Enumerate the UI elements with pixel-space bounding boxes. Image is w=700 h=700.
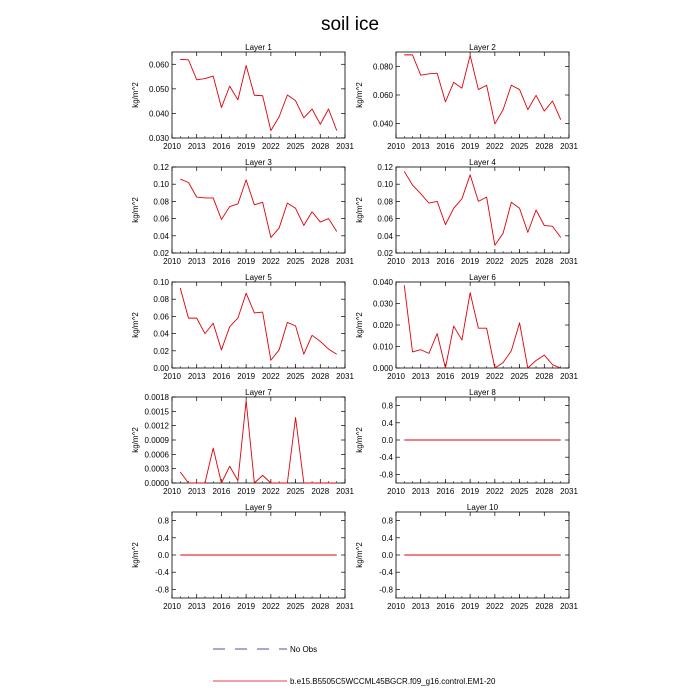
y-tick-label: 0.4	[381, 533, 393, 543]
y-tick-label: 0.0009	[144, 436, 169, 445]
y-tick-label: 0.0	[157, 551, 169, 560]
panel-layer-9	[131, 503, 354, 611]
y-tick-label: 0.04	[377, 231, 393, 241]
x-tick-label: 2019	[461, 142, 480, 151]
panel-layer-8	[355, 388, 578, 496]
x-tick-label: 2022	[485, 142, 504, 151]
x-tick-label: 2016	[212, 257, 231, 266]
y-tick-label: -0.8	[379, 470, 393, 480]
x-tick-label: 2013	[187, 372, 206, 381]
x-tick-label: 2013	[187, 257, 206, 266]
x-tick-label: 2028	[311, 602, 330, 611]
x-tick-label: 2019	[461, 487, 480, 496]
x-tick-label: 2010	[163, 372, 181, 381]
x-tick-label: 2025	[286, 602, 305, 611]
x-tick-label: 2031	[560, 602, 578, 611]
x-tick-label: 2013	[411, 257, 430, 266]
panel-title: Layer 9	[245, 503, 272, 512]
panel-title: Layer 10	[466, 503, 499, 512]
y-tick-label: 0.12	[153, 163, 169, 172]
x-tick-label: 2031	[560, 257, 578, 266]
panel-frame	[172, 397, 345, 483]
series-line-layer-7	[180, 401, 337, 483]
panel-frame	[172, 282, 345, 368]
y-axis-label: kg/m^2	[131, 312, 140, 338]
x-tick-label: 2019	[237, 142, 256, 151]
y-tick-label: 0.080	[372, 62, 393, 72]
panel-frame	[396, 167, 569, 253]
y-tick-label: 0.02	[377, 249, 393, 258]
y-tick-label: -0.4	[379, 453, 393, 463]
y-tick-label: -0.8	[379, 585, 393, 595]
x-tick-label: 2013	[187, 487, 206, 496]
x-tick-label: 2013	[187, 602, 206, 611]
x-tick-label: 2019	[237, 372, 256, 381]
y-tick-label: 0.06	[377, 214, 393, 224]
y-tick-label: 0.4	[381, 418, 393, 428]
x-tick-label: 2022	[261, 602, 280, 611]
x-tick-label: 2025	[510, 257, 529, 266]
y-tick-label: 0.8	[381, 401, 393, 411]
panel-title: Layer 8	[469, 388, 496, 397]
x-tick-label: 2013	[187, 142, 206, 151]
x-tick-label: 2022	[485, 602, 504, 611]
y-tick-label: 0.0000	[144, 479, 169, 488]
x-tick-label: 2016	[436, 372, 455, 381]
y-tick-label: 0.030	[148, 134, 169, 143]
y-tick-label: 0.06	[153, 214, 169, 224]
x-tick-label: 2019	[237, 602, 256, 611]
x-tick-label: 2016	[212, 142, 231, 151]
y-tick-label: 0.010	[372, 342, 393, 352]
y-tick-label: 0.060	[372, 91, 393, 100]
y-tick-label: 0.10	[377, 180, 393, 190]
panel-frame	[172, 52, 345, 138]
x-tick-label: 2022	[485, 487, 504, 496]
x-tick-label: 2010	[387, 602, 405, 611]
x-tick-label: 2022	[261, 142, 280, 151]
y-tick-label: -0.4	[379, 568, 393, 578]
y-tick-label: 0.08	[153, 197, 169, 207]
x-tick-label: 2019	[237, 487, 256, 496]
x-tick-label: 2022	[261, 487, 280, 496]
panel-layer-4	[355, 158, 578, 266]
series-line-layer-1	[180, 59, 337, 130]
panel-title: Layer 4	[469, 158, 496, 167]
x-tick-label: 2013	[411, 372, 430, 381]
panel-title: Layer 5	[245, 273, 272, 282]
x-tick-label: 2019	[461, 257, 480, 266]
panel-layer-2	[355, 43, 578, 151]
panel-title: Layer 3	[245, 158, 272, 167]
y-tick-label: 0.0006	[144, 450, 169, 460]
x-tick-label: 2025	[286, 487, 305, 496]
x-tick-label: 2022	[485, 257, 504, 266]
x-tick-label: 2019	[461, 602, 480, 611]
x-tick-label: 2025	[286, 372, 305, 381]
y-tick-label: 0.060	[148, 60, 169, 70]
x-tick-label: 2010	[163, 602, 181, 611]
y-tick-label: 0.040	[372, 119, 393, 129]
y-tick-label: 0.040	[148, 109, 169, 119]
x-tick-label: 2028	[311, 372, 330, 381]
y-tick-label: 0.08	[377, 197, 393, 207]
x-tick-label: 2028	[311, 142, 330, 151]
legend-obs-label: No Obs	[290, 645, 318, 654]
x-tick-label: 2022	[485, 372, 504, 381]
x-tick-label: 2028	[535, 487, 554, 496]
x-tick-label: 2010	[387, 372, 405, 381]
figure-title: soil ice	[320, 14, 380, 35]
x-tick-label: 2028	[535, 602, 554, 611]
x-tick-label: 2031	[336, 602, 354, 611]
x-tick-label: 2016	[212, 487, 231, 496]
x-tick-label: 2010	[163, 142, 181, 151]
y-axis-label: kg/m^2	[131, 197, 140, 223]
x-tick-label: 2016	[436, 602, 455, 611]
series-line-layer-3	[180, 179, 337, 237]
y-axis-label: kg/m^2	[355, 427, 364, 453]
x-tick-label: 2031	[560, 142, 578, 151]
y-axis-label: kg/m^2	[131, 542, 140, 568]
y-tick-label: 0.020	[372, 321, 393, 330]
panel-title: Layer 1	[245, 43, 272, 52]
y-tick-label: 0.04	[153, 231, 169, 241]
panel-layer-3	[131, 158, 354, 266]
y-tick-label: 0.12	[377, 163, 393, 172]
y-axis-label: kg/m^2	[355, 82, 364, 108]
y-tick-label: 0.000	[372, 364, 393, 373]
x-tick-label: 2010	[163, 487, 181, 496]
x-tick-label: 2010	[387, 142, 405, 151]
x-tick-label: 2031	[560, 372, 578, 381]
y-tick-label: 0.030	[372, 299, 393, 309]
x-tick-label: 2025	[286, 142, 305, 151]
x-tick-label: 2022	[261, 372, 280, 381]
x-tick-label: 2010	[387, 487, 405, 496]
legend-model-label: b.e15.B5505C5WCCML45BGCR.f09_g16.control.EM1-20	[290, 677, 496, 686]
panel-title: Layer 7	[245, 388, 272, 397]
y-tick-label: 0.0	[381, 551, 393, 560]
panel-layer-6	[355, 273, 578, 381]
y-tick-label: 0.02	[153, 346, 169, 356]
x-tick-label: 2013	[411, 142, 430, 151]
y-tick-label: 0.0003	[144, 464, 169, 474]
y-tick-label: 0.04	[153, 329, 169, 339]
x-tick-label: 2028	[311, 257, 330, 266]
y-tick-label: 0.050	[148, 84, 169, 94]
y-axis-label: kg/m^2	[131, 427, 140, 453]
y-tick-label: 0.0	[381, 436, 393, 445]
x-tick-label: 2016	[212, 372, 231, 381]
y-axis-label: kg/m^2	[355, 197, 364, 223]
panel-frame	[396, 282, 569, 368]
y-tick-label: 0.040	[372, 278, 393, 287]
y-tick-label: 0.0012	[144, 421, 169, 431]
x-tick-label: 2013	[411, 602, 430, 611]
panel-layer-7	[131, 388, 354, 496]
x-tick-label: 2028	[535, 142, 554, 151]
panel-title: Layer 2	[469, 43, 496, 52]
x-tick-label: 2028	[535, 257, 554, 266]
x-tick-label: 2016	[212, 602, 231, 611]
x-tick-label: 2010	[163, 257, 181, 266]
x-tick-label: 2016	[436, 257, 455, 266]
y-tick-label: 0.10	[153, 180, 169, 190]
y-tick-label: 0.8	[381, 516, 393, 526]
x-tick-label: 2031	[560, 487, 578, 496]
series-line-layer-5	[180, 288, 337, 360]
y-tick-label: -0.8	[155, 585, 169, 595]
x-tick-label: 2025	[510, 487, 529, 496]
x-tick-label: 2025	[510, 372, 529, 381]
panel-frame	[172, 167, 345, 253]
x-tick-label: 2031	[336, 142, 354, 151]
x-tick-label: 2019	[461, 372, 480, 381]
panel-layer-5	[131, 273, 354, 381]
y-tick-label: 0.00	[153, 364, 169, 373]
x-tick-label: 2028	[311, 487, 330, 496]
y-tick-label: -0.4	[155, 568, 169, 578]
x-tick-label: 2010	[387, 257, 405, 266]
x-tick-label: 2025	[286, 257, 305, 266]
series-line-layer-2	[404, 55, 561, 124]
y-axis-label: kg/m^2	[355, 542, 364, 568]
y-tick-label: 0.4	[157, 533, 169, 543]
panel-title: Layer 6	[469, 273, 496, 282]
y-tick-label: 0.8	[157, 516, 169, 526]
y-tick-label: 0.08	[153, 295, 169, 305]
x-tick-label: 2031	[336, 372, 354, 381]
panel-layer-10	[355, 503, 578, 611]
x-tick-label: 2016	[436, 142, 455, 151]
y-axis-label: kg/m^2	[355, 312, 364, 338]
x-tick-label: 2013	[411, 487, 430, 496]
x-tick-label: 2031	[336, 257, 354, 266]
panel-grid	[131, 43, 578, 611]
y-tick-label: 0.02	[153, 249, 169, 258]
panel-layer-1	[131, 43, 354, 151]
x-tick-label: 2019	[237, 257, 256, 266]
x-tick-label: 2025	[510, 602, 529, 611]
x-tick-label: 2022	[261, 257, 280, 266]
x-tick-label: 2025	[510, 142, 529, 151]
legend	[213, 645, 496, 686]
y-tick-label: 0.06	[153, 312, 169, 322]
y-tick-label: 0.10	[153, 278, 169, 287]
y-tick-label: 0.0015	[144, 407, 169, 417]
panel-frame	[396, 52, 569, 138]
x-tick-label: 2031	[336, 487, 354, 496]
y-tick-label: 0.0018	[144, 393, 169, 402]
x-tick-label: 2028	[535, 372, 554, 381]
x-tick-label: 2016	[436, 487, 455, 496]
series-line-layer-4	[404, 171, 561, 245]
y-axis-label: kg/m^2	[131, 82, 140, 108]
series-line-layer-6	[404, 285, 561, 368]
